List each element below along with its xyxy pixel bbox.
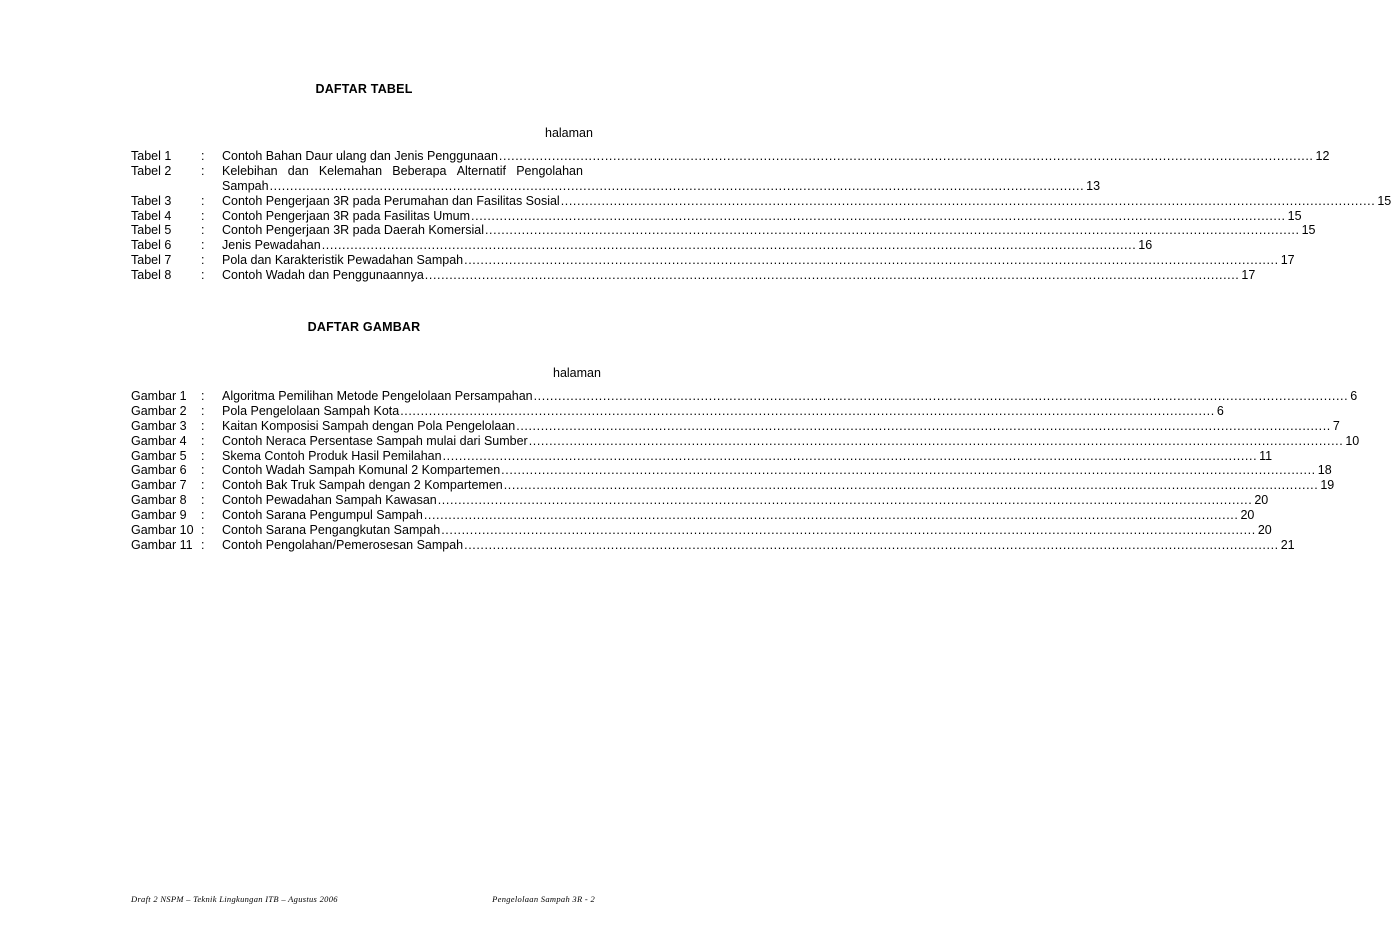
- entry-page-number: 6: [1216, 403, 1224, 418]
- entry-colon: :: [201, 478, 205, 493]
- entry-title: Skema Contoh Produk Hasil Pemilahan: [222, 448, 442, 463]
- leader-dots: ........................................................................................................................................................................................................: [528, 433, 1344, 448]
- leader-dots: ........................................................................................................................................................................................................: [533, 389, 1349, 403]
- entry-label: Tabel 4: [131, 208, 172, 223]
- entry-title: Contoh Sarana Pengumpul Sampah: [222, 508, 423, 523]
- entry-page-number: 12: [1315, 149, 1330, 163]
- entry-title: Contoh Pengolahan/Pemerosesan Sampah: [222, 537, 464, 552]
- entry-page-number: 20: [1254, 493, 1269, 508]
- entry-label: Gambar 11: [131, 537, 193, 552]
- leader-dots: ........................................................................................................................................................................................................: [321, 238, 1137, 253]
- entry-label: Tabel 6: [131, 238, 172, 253]
- figure-entry: [131, 493, 1269, 508]
- leader-dots: ........................................................................................................................................................................................................: [423, 508, 1239, 523]
- entry-title: Jenis Pewadahan: [222, 238, 321, 253]
- table-entry: [131, 223, 1316, 238]
- entry-colon: :: [201, 238, 205, 253]
- entry-page-number: 6: [1350, 389, 1358, 403]
- figure-entry: [131, 478, 1335, 493]
- leader-dots: ........................................................................................................................................................................................................: [464, 253, 1279, 268]
- leader-dots: ........................................................................................................................................................................................................: [464, 537, 1279, 552]
- tables-page-column-header: halaman: [545, 126, 593, 140]
- entry-label: Gambar 8: [131, 493, 187, 508]
- figure-entry: [131, 433, 1360, 449]
- entry-colon: :: [201, 223, 205, 238]
- entry-colon: :: [201, 193, 205, 208]
- entry-page-number: 15: [1377, 193, 1391, 208]
- entry-title: Contoh Sarana Pengangkutan Sampah: [222, 523, 441, 538]
- entry-page-number: 16: [1138, 238, 1153, 253]
- figure-entry: [131, 403, 1224, 419]
- entry-label: Gambar 3: [131, 418, 187, 433]
- table-entry: [131, 253, 1295, 268]
- leader-dots: ........................................................................................................................................................................................................: [437, 493, 1253, 508]
- entry-label: Gambar 6: [131, 463, 187, 478]
- entry-page-number: 20: [1240, 508, 1255, 523]
- entry-colon: :: [201, 463, 205, 478]
- entry-colon: :: [201, 448, 205, 463]
- leader-dots: ........................................................................................................................................................................................................: [441, 523, 1256, 538]
- leader-dots: ........................................................................................................................................................................................................: [400, 403, 1215, 418]
- entry-page-number: 15: [1301, 223, 1316, 238]
- leader-dots: ........................................................................................................................................................................................................: [501, 463, 1316, 478]
- table-list: [131, 149, 1391, 283]
- entry-label: Gambar 1: [131, 389, 187, 403]
- entry-label: Tabel 8: [131, 268, 172, 283]
- figure-entry: [131, 508, 1255, 523]
- leader-dots: ........................................................................................................................................................................................................: [503, 478, 1319, 493]
- entry-title: Contoh Bak Truk Sampah dengan 2 Kompartemen: [222, 478, 503, 493]
- entry-label: Gambar 4: [131, 433, 187, 448]
- figure-entry: [131, 389, 1358, 404]
- table-entry: [131, 208, 1302, 224]
- entry-page-number: 15: [1287, 208, 1302, 223]
- entry-colon: :: [201, 433, 205, 448]
- entry-title: Pola Pengelolaan Sampah Kota: [222, 403, 400, 418]
- entry-title: Contoh Pengerjaan 3R pada Perumahan dan Fasilitas Sosial: [222, 193, 560, 208]
- leader-dots: ........................................................................................................................................................................................................: [560, 193, 1376, 208]
- entry-colon: :: [201, 163, 205, 178]
- entry-colon: :: [201, 389, 205, 403]
- entry-title: Pola dan Karakteristik Pewadahan Sampah: [222, 253, 464, 268]
- entry-title: Kaitan Komposisi Sampah dengan Pola Pengelolaan: [222, 418, 516, 433]
- entry-label: Gambar 9: [131, 508, 187, 523]
- entry-title: Contoh Wadah Sampah Komunal 2 Kompartemen: [222, 463, 501, 478]
- entry-title: Contoh Pewadahan Sampah Kawasan: [222, 493, 437, 508]
- entry-page-number: 20: [1257, 523, 1272, 538]
- entry-label: Gambar 5: [131, 448, 187, 463]
- leader-dots: ........................................................................................................................................................................................................: [269, 178, 1085, 193]
- entry-title: Contoh Wadah dan Penggunaannya: [222, 268, 424, 283]
- entry-label: Tabel 5: [131, 223, 172, 238]
- entry-colon: :: [201, 523, 205, 538]
- entry-page-number: 7: [1332, 418, 1340, 433]
- table-entry: [131, 238, 1153, 253]
- table-entry: [131, 163, 1101, 194]
- entry-page-number: 19: [1320, 478, 1335, 493]
- figures-heading: DAFTAR GAMBAR: [307, 320, 421, 334]
- footer-left: Draft 2 NSPM – Teknik Lingkungan ITB – Agustus 2006: [131, 894, 338, 904]
- entry-page-number: 10: [1345, 433, 1360, 448]
- entry-label: Gambar 7: [131, 478, 187, 493]
- leader-dots: ........................................................................................................................................................................................................: [442, 448, 1258, 463]
- entry-label: Tabel 1: [131, 149, 172, 163]
- leader-dots: ........................................................................................................................................................................................................: [498, 149, 1314, 163]
- entry-page-number: 21: [1280, 537, 1295, 552]
- footer-right: Pengelolaan Sampah 3R - 2: [492, 894, 595, 904]
- entry-colon: :: [201, 403, 205, 418]
- entry-page-number: 18: [1317, 463, 1332, 478]
- leader-dots: ........................................................................................................................................................................................................: [484, 223, 1300, 238]
- entry-colon: :: [201, 537, 205, 552]
- entry-colon: :: [201, 493, 205, 508]
- leader-dots: ........................................................................................................................................................................................................: [471, 208, 1286, 223]
- tables-heading: DAFTAR TABEL: [315, 82, 413, 96]
- figure-entry: [131, 448, 1273, 464]
- entry-colon: :: [201, 149, 205, 163]
- figure-entry: [131, 463, 1332, 478]
- entry-label: Tabel 7: [131, 253, 172, 268]
- entry-colon: :: [201, 208, 205, 223]
- entry-title-line-1: Kelebihan dan Kelemahan Beberapa Alternatif Pengolahan: [222, 163, 583, 178]
- entry-title-line-2: Sampah: [222, 178, 269, 193]
- entry-title: Contoh Pengerjaan 3R pada Daerah Komersial: [222, 223, 484, 238]
- leader-dots: ........................................................................................................................................................................................................: [424, 268, 1240, 283]
- table-entry: [131, 268, 1256, 283]
- entry-page-number: 17: [1241, 268, 1256, 283]
- entry-colon: :: [201, 508, 205, 523]
- entry-colon: :: [201, 268, 205, 283]
- entry-title: Contoh Pengerjaan 3R pada Fasilitas Umum: [222, 208, 471, 223]
- figure-entry: [131, 537, 1295, 553]
- entry-colon: :: [201, 418, 205, 433]
- table-entry: [131, 149, 1330, 164]
- entry-label: Tabel 2: [131, 163, 172, 178]
- entry-page-number: 17: [1280, 253, 1295, 268]
- figure-entry: [131, 418, 1340, 434]
- table-entry: [131, 193, 1391, 209]
- entry-title: Contoh Neraca Persentase Sampah mulai dari Sumber: [222, 433, 528, 448]
- figure-list: [131, 389, 1360, 553]
- figure-entry: [131, 523, 1272, 538]
- leader-dots: ........................................................................................................................................................................................................: [516, 418, 1331, 433]
- entry-label: Gambar 2: [131, 403, 187, 418]
- entry-page-number: 11: [1259, 448, 1273, 463]
- figures-page-column-header: halaman: [553, 366, 601, 380]
- entry-colon: :: [201, 253, 205, 268]
- entry-title: Contoh Bahan Daur ulang dan Jenis Penggunaan: [222, 149, 498, 163]
- entry-title: Algoritma Pemilihan Metode Pengelolaan Persampahan: [222, 389, 533, 403]
- entry-label: Tabel 3: [131, 193, 172, 208]
- entry-label: Gambar 10: [131, 523, 194, 538]
- entry-page-number: 13: [1086, 178, 1101, 193]
